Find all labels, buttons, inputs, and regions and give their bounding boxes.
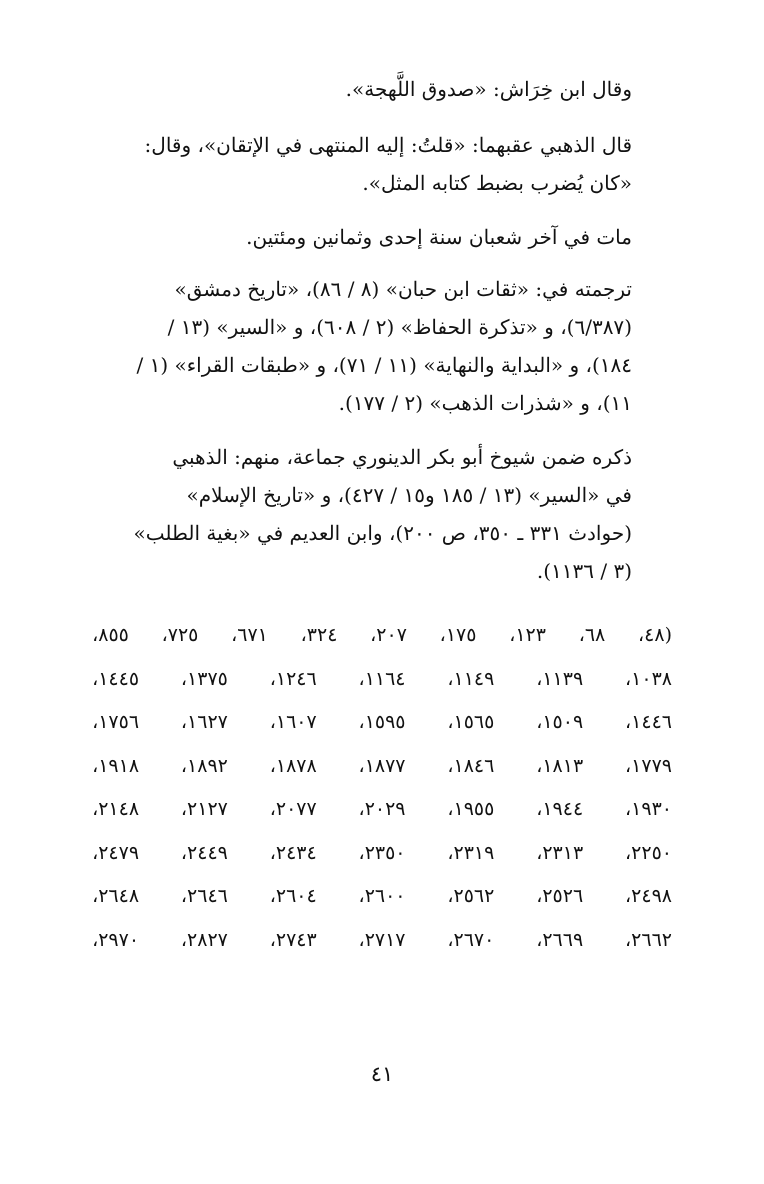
index-number: ١٦٠٧، [269,711,317,733]
index-number: ٢٦٧٠، [447,928,495,951]
index-number: ٢٦٦٩، [536,928,584,951]
index-number: ١٧٧٩، [625,754,672,777]
index-number: ٢٣١٣، [536,841,584,864]
number-row [92,614,672,658]
paragraph-ibn-khirash [92,70,672,108]
index-number: ١٩٣٠، [625,798,672,820]
index-number: ٦٧١، [231,624,268,646]
index-number: ٢٤٤٩، [180,841,228,864]
number-row [92,658,672,702]
index-number: ٢١٤٨، [92,798,140,820]
text-line: (٦/٣٨٧)، و «تذكرة الحفاظ» (٢ / ٦٠٨)، و «السير» (١٣ / [167,315,632,339]
index-number: ١١٣٩، [536,667,584,690]
index-number: ٢٥٦٢، [447,885,495,907]
hadith-number-index [92,614,672,962]
index-number: ٢٩٧٠، [92,928,140,951]
index-number: ٢٤٩٨، [625,885,672,907]
text-line: (حوادث ٣٣١ ـ ٣٥٠، ص ٢٠٠)، وابن العديم في «بغية الطلب» [133,521,632,545]
index-number: ١٥٩٥، [358,711,406,733]
index-number: ١١٦٤، [358,667,406,690]
text-line: «كان يُضرب بضبط كتابه المثل». [362,171,632,195]
index-number: ٧٢٥، [161,624,199,646]
number-row [92,788,672,832]
number-row [92,875,672,919]
text-line: في «السير» (١٣ / ١٨٥ و١٥ / ٤٢٧)، و «تاريخ الإسلام» [186,483,632,507]
index-number: ١٤٤٦، [625,711,672,733]
paragraph-death-date [92,218,672,256]
text-line: ١١)، و «شذرات الذهب» (٢ / ١٧٧). [338,391,632,415]
text-line: ذكره ضمن شيوخ أبو بكر الدينوري جماعة، منهم: الذهبي [172,445,632,469]
page-number: ٤١ [370,1062,394,1086]
index-number: ١٢٤٦، [269,667,317,690]
index-number: ٢٠٧٧، [269,798,317,820]
index-number: ١٨٧٧، [358,754,406,777]
index-number: ٢٧٤٣، [269,928,317,951]
index-number: ٨٥٥، [92,624,129,646]
paragraph-dhahabi-comment [92,126,672,202]
index-number: ١١٤٩، [447,667,495,690]
index-number: ١٩١٨، [92,754,140,777]
text-line: ١٨٤)، و «البداية والنهاية» (١١ / ٧١)، و «طبقات القراء» (١ / [136,353,632,377]
index-number: ١٠٣٨، [625,667,672,690]
index-number: ٢٨٢٧، [180,928,228,951]
index-number: ١٥٠٩، [536,711,584,733]
index-number: ١٥٦٥، [447,711,495,733]
index-number: ١٨٤٦، [447,754,495,777]
index-number: ٣٢٤، [300,624,338,646]
index-number: ٢٥٢٦، [536,885,584,907]
index-number: ٢٦٤٨، [92,885,140,907]
index-number: ١٢٣، [509,624,546,646]
index-number: ١٨١٣، [536,754,584,777]
text-line: قال الذهبي عقبهما: «قلتُ: إليه المنتهى في الإتقان»، وقال: [144,133,632,157]
index-number: ٢٦٤٦، [180,885,228,907]
paragraph-biography-sources [92,270,672,422]
index-number: ١٤٤٥، [92,667,140,690]
index-number: ٢١٢٧، [180,798,228,820]
index-number: ٢٦٠٠، [358,885,406,907]
index-number: ٢٧١٧، [358,928,406,951]
index-number: ١٧٥، [439,624,477,646]
number-row [92,919,672,963]
number-row [92,832,672,876]
index-number: ٢٦٠٤، [269,885,317,907]
index-number: (٤٨، [638,624,672,646]
index-number: ٢٣٥٠، [358,841,406,864]
text-line: (٣ / ١١٣٦). [536,559,632,583]
index-number: ٢٤٣٤، [269,841,317,864]
text-line: مات في آخر شعبان سنة إحدى وثمانين ومئتين. [246,225,632,249]
index-number: ١٣٧٥، [180,667,228,690]
index-number: ١٦٢٧، [180,711,228,733]
text-line: وقال ابن خِرَاش: «صدوق اللَّهجة». [345,77,632,101]
index-number: ١٧٥٦، [92,711,140,733]
text-line: ترجمته في: «ثقات ابن حبان» (٨ / ٨٦)، «تاريخ دمشق» [174,277,632,301]
paragraph-teachers-mention [92,438,672,590]
index-number: ٢٣١٩، [447,841,495,864]
index-number: ١٩٤٤، [536,798,584,820]
index-number: ٢٢٥٠، [625,841,672,864]
index-number: ٢٠٢٩، [358,798,406,820]
index-number: ٦٨، [578,624,606,646]
index-number: ١٨٩٢، [180,754,228,777]
number-row [92,701,672,745]
index-number: ٢٤٧٩، [92,841,140,864]
number-row [92,745,672,789]
index-number: ١٨٧٨، [269,754,317,777]
index-number: ٢٠٧، [370,624,407,646]
page-body [92,70,672,962]
index-number: ١٩٥٥، [447,798,495,820]
index-number: ٢٦٦٢، [625,928,672,951]
